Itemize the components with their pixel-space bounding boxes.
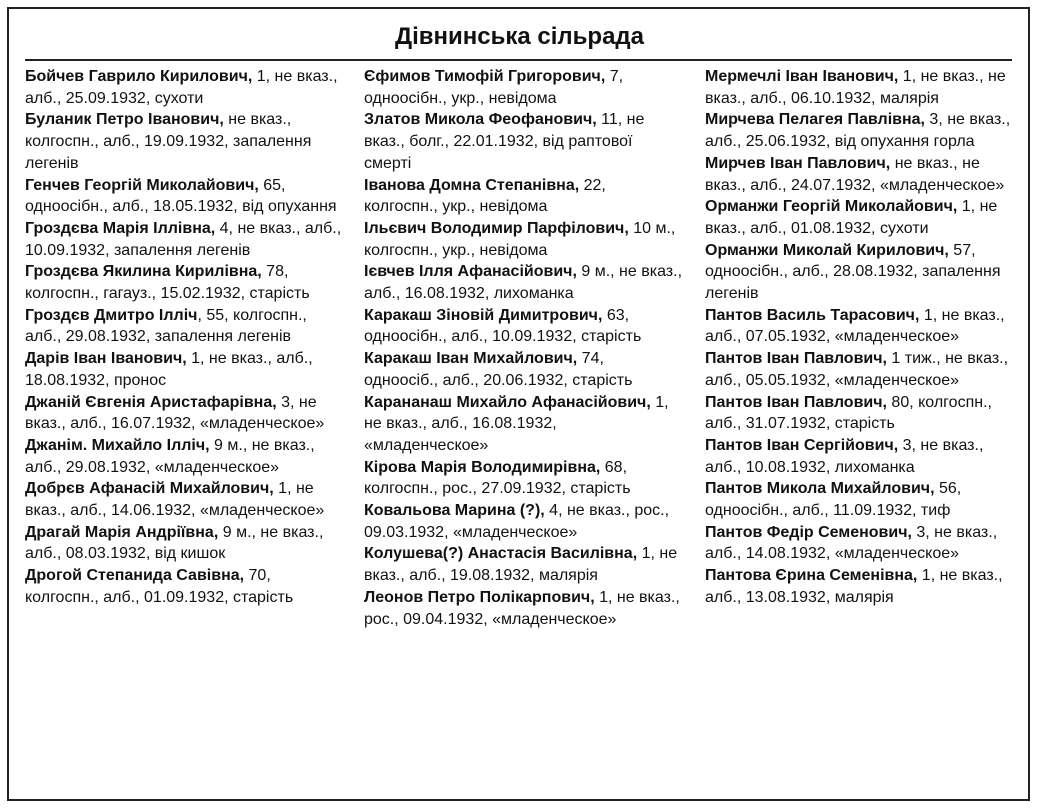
- register-entry: [705, 305, 1023, 348]
- register-entry: [705, 109, 1023, 152]
- entry-name: Добрєв Афанасій Михайлович,: [25, 480, 274, 498]
- register-entry: [705, 522, 1023, 565]
- entry-name: Карананаш Михайло Афанасійович,: [364, 393, 651, 411]
- register-entry: [705, 435, 1023, 478]
- register-entry: [25, 478, 343, 521]
- register-entry: [25, 392, 343, 435]
- entry-details: 3, не вказ., алб., 16.07.1932, «младенческое»: [25, 393, 325, 433]
- register-entry: [705, 240, 1023, 305]
- register-entry: [705, 392, 1023, 435]
- register-entry: [364, 109, 682, 174]
- register-entry: [25, 565, 343, 608]
- entry-details: 65, одноосібн., алб., 18.05.1932, від опухання: [25, 176, 337, 216]
- entry-details: 1, не вказ., алб., 18.08.1932, пронос: [25, 350, 313, 389]
- entry-name: Гроздєва Якилина Кирилівна,: [25, 263, 262, 281]
- register-entry: [25, 218, 343, 261]
- entry-details: 68, колгоспн., рос., 27.09.1932, старість: [364, 458, 631, 498]
- register-entry: [364, 348, 682, 391]
- entry-details: 56, одноосібн., алб., 11.09.1932, тиф: [705, 480, 962, 520]
- entry-details: не вказ., не вказ., алб., 24.07.1932, «младенческое»: [705, 154, 1005, 194]
- entry-details: 4, не вказ., рос., 09.03.1932, «младенческое»: [364, 502, 670, 541]
- page-title: Дівнинська сільрада: [395, 23, 644, 50]
- entry-name: Златов Микола Феофанович,: [364, 111, 597, 129]
- entry-name: Пантов Микола Михайлович,: [705, 480, 935, 498]
- register-entry: [25, 435, 343, 478]
- entry-details: 1 тиж., не вказ., алб., 05.05.1932, «младенческое»: [705, 350, 1009, 389]
- entry-name: Ієвчев Ілля Афанасійович,: [364, 263, 577, 281]
- register-entry: [705, 66, 1023, 109]
- entry-details: 63, одноосібн., алб., 10.09.1932, старість: [364, 306, 642, 346]
- column-1: [25, 66, 343, 609]
- entry-details: 7, одноосібн., укр., невідома: [364, 68, 624, 107]
- register-entry: [364, 457, 682, 500]
- entry-name: Пантов Іван Павлович,: [705, 350, 887, 368]
- entry-details: 1, не вказ., алб., 01.08.1932, сухоти: [705, 198, 998, 237]
- entry-name: Ковальова Марина (?),: [364, 502, 545, 520]
- register-entry: [705, 478, 1023, 521]
- entry-details: 3, не вказ., алб., 25.06.1932, від опухання горла: [705, 111, 1011, 151]
- register-entry: [364, 66, 682, 109]
- register-entry: [364, 500, 682, 543]
- register-entry: [25, 261, 343, 304]
- register-entry: [25, 522, 343, 565]
- entry-name: Пантов Іван Сергійович,: [705, 436, 899, 454]
- entry-name: Єфимов Тимофій Григорович,: [364, 68, 606, 85]
- entry-details: 3, не вказ., алб., 14.08.1932, «младенческое»: [705, 523, 998, 563]
- entry-name: Леонов Петро Полікарпович,: [364, 588, 595, 606]
- entry-details: 9 м., не вказ., алб., 08.03.1932, від кишок: [25, 523, 324, 563]
- entry-details: 80, колгоспн., алб., 31.07.1932, старість: [705, 393, 992, 433]
- register-entry: [364, 261, 682, 304]
- entry-name: Буланик Петро Іванович,: [25, 111, 224, 129]
- entry-details: , 55, колгоспн., алб., 29.08.1932, запалення легенів: [25, 306, 307, 346]
- entry-name: Кірова Марія Володимирівна,: [364, 458, 601, 476]
- column-3: [705, 66, 1023, 609]
- entry-name: Бойчев Гаврило Кирилович,: [25, 68, 253, 85]
- entry-details: 74, одноосіб., алб., 20.06.1932, старість: [364, 350, 633, 389]
- register-entry: [705, 196, 1023, 239]
- entry-details: 1, не вказ., алб., 19.08.1932, малярія: [364, 545, 678, 585]
- entry-name: Дарів Іван Іванович,: [25, 350, 187, 368]
- register-entry: [25, 66, 343, 109]
- entry-name: Джаній Євгенія Аристафарівна,: [25, 393, 277, 411]
- entry-details: 57, одноосібн., алб., 28.08.1932, запалення легенів: [705, 241, 1001, 303]
- entry-details: 22, колгоспн., укр., невідома: [364, 176, 606, 216]
- entry-details: 1, не вказ., алб., 14.06.1932, «младенческое»: [25, 480, 325, 520]
- entry-details: 78, колгоспн., гагауз., 15.02.1932, старість: [25, 263, 310, 303]
- register-entry: [364, 305, 682, 348]
- entry-details: 1, не вказ., не вказ., алб., 06.10.1932, малярія: [705, 68, 1006, 107]
- entry-name: Пантова Єрина Семенівна,: [705, 567, 918, 585]
- entry-details: 9 м., не вказ., алб., 29.08.1932, «младенческое»: [25, 436, 315, 476]
- entry-name: Дрогой Степанида Савівна,: [25, 567, 245, 585]
- title-rule: [25, 59, 1012, 61]
- entry-details: 1, не вказ., алб., 16.08.1932, «младенческое»: [364, 393, 669, 454]
- entry-name: Пантов Федір Семенович,: [705, 523, 912, 541]
- register-entry: [705, 348, 1023, 391]
- entry-name: Пантов Василь Тарасович,: [705, 306, 920, 324]
- entry-details: 70, колгоспн., алб., 01.09.1932, старість: [25, 567, 294, 606]
- entry-details: 1, не вказ., рос., 09.04.1932, «младенческое»: [364, 588, 680, 628]
- register-entry: [364, 175, 682, 218]
- register-entry: [364, 218, 682, 261]
- register-entry: [705, 153, 1023, 196]
- entry-name: Генчев Георгій Миколайович,: [25, 176, 259, 194]
- entry-details: 11, не вказ., болг., 22.01.1932, від раптової смерті: [364, 111, 645, 172]
- register-entry: [364, 587, 682, 630]
- entry-name: Гроздєва Марія Іллівна,: [25, 219, 216, 237]
- register-entry: [705, 565, 1023, 608]
- entry-name: Іванова Домна Степанівна,: [364, 176, 580, 194]
- entry-details: 4, не вказ., алб., 10.09.1932, запалення легенів: [25, 219, 342, 259]
- entry-details: 1, не вказ., алб., 13.08.1932, малярія: [705, 567, 1003, 606]
- register-entry: [25, 305, 343, 348]
- register-entry: [25, 348, 343, 391]
- entry-name: Орманжи Георгій Миколайович,: [705, 198, 958, 216]
- entry-name: Мермечлі Іван Іванович,: [705, 68, 899, 85]
- entry-name: Каракаш Зіновій Димитрович,: [364, 306, 603, 324]
- register-entry: [25, 175, 343, 218]
- entry-name: Каракаш Іван Михайлович,: [364, 350, 578, 368]
- entry-name: Гроздєв Дмитро Ілліч: [25, 306, 198, 324]
- entry-details: 9 м., не вказ., алб., 16.08.1932, лихоманка: [364, 263, 683, 303]
- entry-details: 1, не вказ., алб., 25.09.1932, сухоти: [25, 68, 338, 107]
- register-entry: [364, 543, 682, 586]
- entry-name: Мирчева Пелагея Павлівна,: [705, 111, 925, 129]
- register-entry: [364, 392, 682, 457]
- register-entry: [25, 109, 343, 174]
- entry-name: Джанім. Михайло Ілліч,: [25, 436, 210, 454]
- entry-details: не вказ., колгоспн., алб., 19.09.1932, запалення легенів: [25, 111, 312, 172]
- entry-name: Колушева(?) Анастасія Василівна,: [364, 545, 638, 563]
- column-2: [364, 66, 682, 630]
- entry-name: Мирчев Іван Павлович,: [705, 154, 891, 172]
- entry-details: 1, не вказ., алб., 07.05.1932, «младенческое»: [705, 306, 1005, 346]
- entry-name: Драгай Марія Андріївна,: [25, 523, 219, 541]
- entry-name: Пантов Іван Павлович,: [705, 393, 887, 411]
- entry-details: 10 м., колгоспн., укр., невідома: [364, 219, 676, 259]
- entry-name: Орманжи Миколай Кирилович,: [705, 241, 949, 259]
- entry-details: 3, не вказ., алб., 10.08.1932, лихоманка: [705, 436, 984, 476]
- entry-name: Ільєвич Володимир Парфілович,: [364, 219, 629, 237]
